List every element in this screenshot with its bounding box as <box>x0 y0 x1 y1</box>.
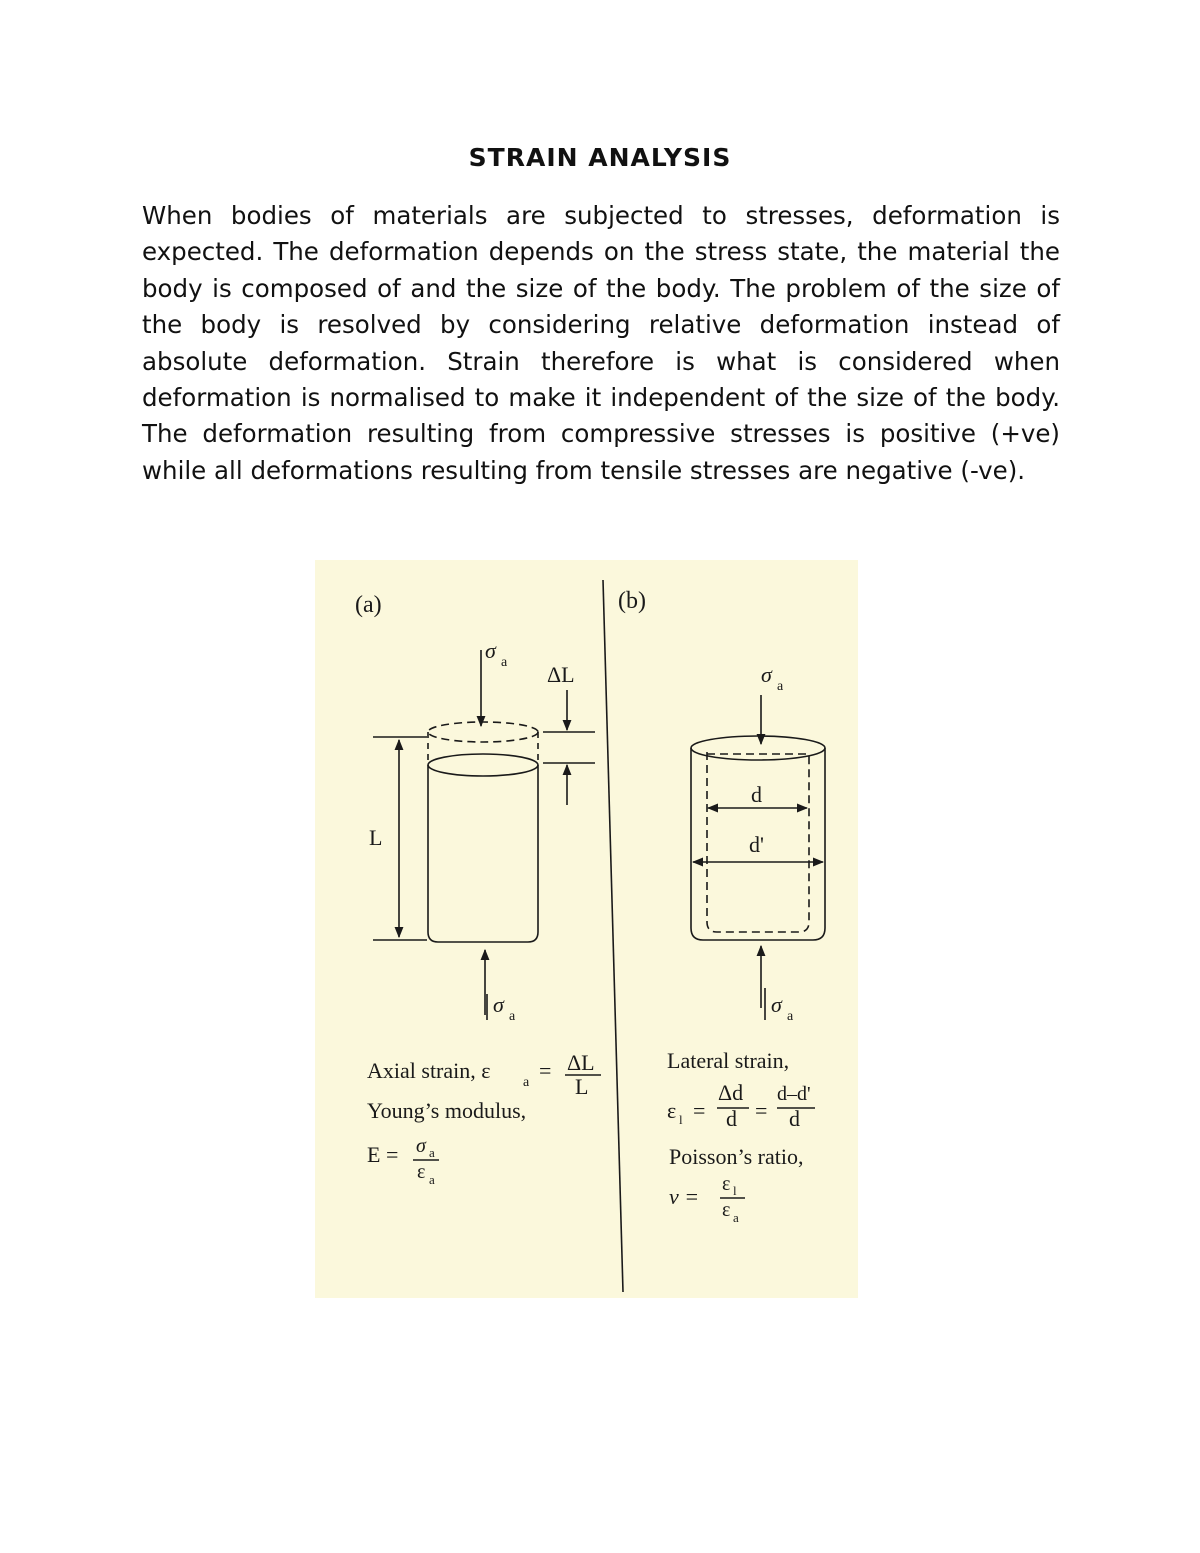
length-label: L <box>369 825 383 850</box>
svg-text:a: a <box>523 1075 530 1090</box>
svg-text:ε: ε <box>417 1161 426 1183</box>
svg-text:ε: ε <box>722 1199 731 1221</box>
lateral-frac2-num: d–d' <box>777 1083 811 1105</box>
sigma-b-bottom: σ <box>771 992 782 1017</box>
poisson-ratio-label: Poisson’s ratio, <box>669 1144 804 1169</box>
strain-figure <box>315 560 858 1298</box>
svg-text:a: a <box>787 1009 794 1024</box>
strain-diagram <box>315 560 858 1298</box>
lateral-strain-label: Lateral strain, <box>667 1048 790 1073</box>
panel-a-label: (a) <box>355 592 382 618</box>
svg-text:ε: ε <box>722 1173 731 1195</box>
lateral-frac-num: Δd <box>718 1080 744 1105</box>
svg-text:a: a <box>509 1009 516 1024</box>
original-top-dashed <box>428 722 538 742</box>
sigma-b-top: σ <box>761 662 772 687</box>
svg-text:=: = <box>539 1058 552 1083</box>
lateral-frac2-den: d <box>789 1106 800 1131</box>
youngs-modulus-label: Young’s modulus, <box>367 1098 527 1123</box>
svg-text:=: = <box>755 1098 768 1123</box>
cylinder-b-top <box>691 736 825 760</box>
svg-text:σ: σ <box>416 1135 426 1157</box>
axial-strain-label: Axial strain, ε <box>367 1058 491 1083</box>
panel-b-label: (b) <box>618 588 646 614</box>
svg-text:a: a <box>429 1145 435 1160</box>
panel-divider <box>603 580 623 1292</box>
sigma-a-top: σ <box>485 638 496 663</box>
svg-text:ε: ε <box>667 1098 677 1123</box>
d-prime-label: d' <box>749 832 764 857</box>
body-paragraph: When bodies of materials are subjected to stresses, deformation is expected. The deformation depends on the stress state, the material the body is composed of and the size of the body. The problem of the size of the body is resolved by considering relative deformation instead of absolute deformation. Strain therefore is what is considered when deformation is normalised to make it independent of the size of the body. The deformation resulting from compressive stresses is positive (+ve) while all deformations resulting from tensile stresses are negative (-ve). <box>142 201 1060 485</box>
svg-text:l: l <box>679 1112 683 1127</box>
svg-text:l: l <box>733 1183 737 1198</box>
svg-text:a: a <box>777 679 784 694</box>
sigma-a-bottom: σ <box>493 992 504 1017</box>
axial-frac-den: L <box>575 1074 589 1099</box>
svg-text:=: = <box>693 1098 706 1123</box>
cylinder-top <box>428 754 538 776</box>
nu-equation: ν = <box>669 1184 700 1209</box>
svg-text:a: a <box>429 1172 435 1187</box>
svg-text:a: a <box>501 655 508 670</box>
axial-frac-num: ΔL <box>567 1050 595 1075</box>
lateral-frac-den: d <box>726 1106 737 1131</box>
page-title: STRAIN ANALYSIS <box>468 143 732 172</box>
cylinder-body <box>428 765 538 942</box>
e-equation: E = <box>367 1142 399 1167</box>
d-label: d <box>751 782 762 807</box>
delta-l-label: ΔL <box>547 662 575 687</box>
svg-text:a: a <box>733 1210 739 1225</box>
